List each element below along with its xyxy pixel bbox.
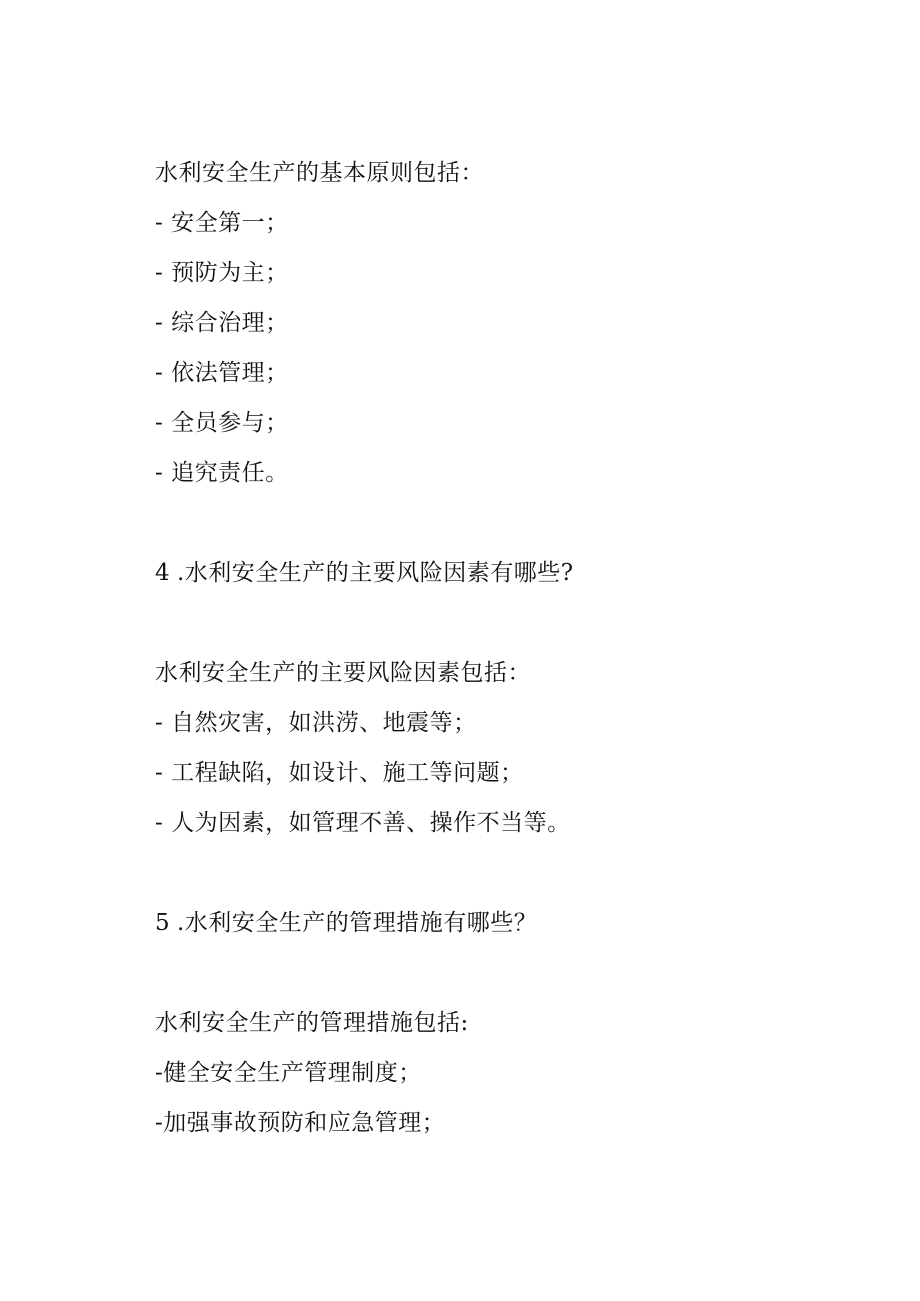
section5-item-1: -健全安全生产管理制度； <box>155 1060 422 1086</box>
section3-item-2: - 预防为主； <box>155 260 289 286</box>
section3-item-6: - 追究责任。 <box>155 460 289 486</box>
question-5-text: .水利安全生产的管理措施有哪些？ <box>177 910 538 936</box>
section3-item-1: - 安全第一； <box>155 210 289 236</box>
section4-item-1: - 自然灾害，如洪涝、地震等； <box>155 710 477 736</box>
section3-item-5: - 全员参与； <box>155 410 289 436</box>
question-4-text: .水利安全生产的主要风险因素有哪些? <box>177 560 574 586</box>
question-4-heading <box>155 558 574 588</box>
section3-item-3: - 综合治理； <box>155 310 289 336</box>
section5-intro: 水利安全生产的管理措施包括: <box>155 1010 469 1036</box>
section4-item-3: - 人为因素，如管理不善、操作不当等。 <box>155 810 571 836</box>
section4-intro: 水利安全生产的主要风险因素包括： <box>155 660 531 686</box>
section4-item-2: - 工程缺陷，如设计、施工等问题； <box>155 760 524 786</box>
section3-intro: 水利安全生产的基本原则包括： <box>155 160 484 186</box>
question-5-heading <box>155 908 537 938</box>
question-5-number: 5 <box>155 910 171 936</box>
section5-item-2: -加强事故预防和应急管理； <box>155 1110 446 1136</box>
section3-item-4: - 依法管理； <box>155 360 289 386</box>
question-4-number: 4 <box>155 560 171 586</box>
